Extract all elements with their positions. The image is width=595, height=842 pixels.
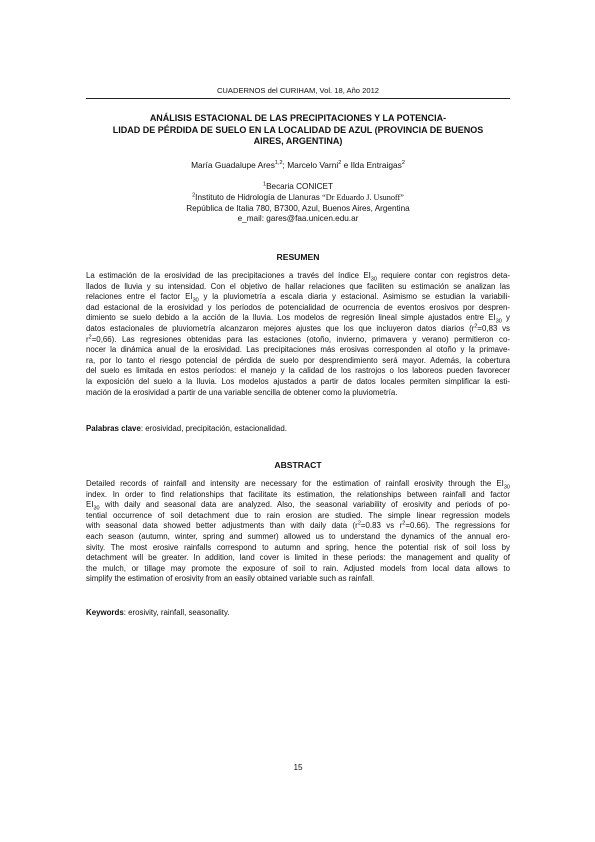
palabras-clave-label: Palabras clave [86,424,141,433]
abstract-heading: ABSTRACT [274,460,322,470]
text-line: dimiento se suelo debido a la acción de la lluvia. Los modelos de regresión lineal simple ajustados entre $EI_{30}$ y [86,313,510,325]
abstract-body [86,479,510,585]
affiliations [86,182,510,225]
resumen-heading: RESUMEN [276,252,320,262]
running-head: CUADERNOS del CURIHAM, Vol. 18, Año 2012 [216,86,380,95]
text-line: $EI_{30}$ with daily and seasonal data are analyzed. Also, the seasonal variability of erosivity and periods of po- [86,500,510,512]
author-name: María Guadalupe Ares [191,160,275,170]
text-line: la exposición del suelo a la lluvia. Los modelos ajustados a partir de datos locales permiten simplificar la esti- [86,376,510,386]
text-line: datos estacionales de pluviometría alcanzaron mejores ajustes que los que incluyeron datos diarios ($r^2=0,83$ vs [86,323,510,333]
title-line: ANÁLISIS ESTACIONAL DE LAS PRECIPITACIONES Y LA POTENCIA- [149,113,447,123]
text-line: dad estacional de la erosividad y los períodos de potencialidad de ocurrencia de eventos erosivos por despren- [86,302,510,312]
text-line: nocer la dinámica anual de la erosividad. Las precipitaciones más erosivas corresponden al otoño y la primave- [86,345,510,355]
affiliation-address: República de Italia 780, B7300, Azul, Buenos Aires, Argentina [186,203,410,213]
text-line: ra, por lo tanto el riesgo potencial de pérdida de suelo por desprendimiento será mayor. Además, la cobertura [86,355,510,365]
palabras-clave-text: : erosividad, precipitación, estacionalidad. [140,424,287,433]
title-line: AIRES, ARGENTINA) [253,136,343,146]
text-line: llados de lluvia y su intensidad. Con el objetivo de hallar relaciones que faciliten su estimación se analizan las [86,281,510,291]
text-line: del suelo es limitada en estos períodos: el manejo y la calidad de los rastrojos o los laboreos pueden favorecer [86,366,510,376]
header-rule [86,98,510,99]
author-affiliation-mark: 1,2 [274,160,283,167]
title-line: LIDAD DE PÉRDIDA DE SUELO EN LA LOCALIDAD DE AZUL (PROVINCIA DE BUENOS [112,124,484,135]
resumen-body [86,271,510,398]
text-line: index. In order to find relationships that facilitate its estimation, the relationships between rainfall and factor [86,489,510,499]
affiliation-email: e_mail: gares@faa.unicen.edu.ar [237,214,359,224]
affiliation-line: $^2$Instituto de Hidrología de Llanuras “Dr Eduardo J. Usunoff” [192,192,404,202]
page-number: 15 [293,763,303,772]
text-line: mación de la erosividad a partir de una variable sencilla de obtener como la pluviometría. [86,387,398,397]
keywords-text: : erosivity, rainfall, seasonality. [123,608,230,617]
text-line: relaciones entre el factor $EI_{30}$ y la pluviometría a escala diaria y estacional. Asimismo se estudian la variabili- [86,292,510,304]
author-name: e Ilda Entraigas [341,160,402,170]
text-line: tential occurrence of soil detachment due to rain erosion are studied. The simple linear regression models [86,510,510,520]
palabras-clave [86,424,510,435]
text-line: Detailed records of rainfall and intensity are necessary for the estimation of rainfall erosivity through the $EI_{30}$ [86,479,510,491]
text-line: detachment will be greater. In addition, land cover is limited in these periods: the management and quality of [86,553,510,563]
keywords [86,608,510,619]
text-line: sivity. The most erosive rainfalls correspond to autumn and spring, hence the potential risk of soil loss by [86,542,510,552]
text-line: each season (autumn, winter, spring and summer) allowed us to understand the dynamics of the annual ero- [86,531,510,541]
text-line: the mulch, or tillage may promote the exposure of soil to rain. Adjusted models from local data allows to [86,563,510,573]
text-line: simplify the estimation of erosivity from an easily obtained variable such as rainfall. [86,574,375,584]
text-line: with seasonal data showed better adjustments than with daily data ($r^2=0.83$ vs $r^2=0.66$). The regressions for [86,520,510,531]
paper-title [96,113,500,148]
author-name: ; Marcelo Varni [282,160,339,170]
text-line: La estimación de la erosividad de las precipitaciones a través del índice $EI_{30}$ requiere contar con registros deta- [86,271,510,283]
affiliation-line: $^1$Becaria CONICET [263,181,333,191]
author-affiliation-mark: 2 [338,160,342,167]
keywords-label: Keywords [86,608,124,617]
text-line: $r^2=0,66$). Las regresiones obtenidas para las estaciones (otoño, invierno, primavera y verano) permitieron co- [86,333,510,344]
author-list [86,160,510,171]
author-affiliation-mark: 2 [401,160,405,167]
